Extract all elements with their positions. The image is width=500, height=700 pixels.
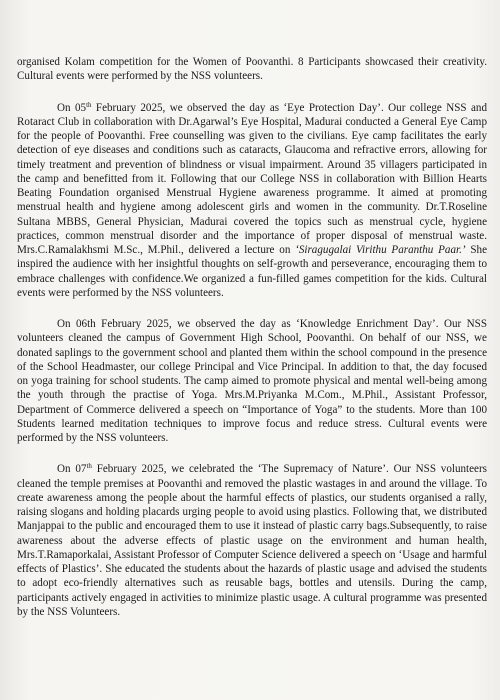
document-body (17, 55, 487, 619)
paragraph-text: February 2025, we observed the day as ‘Eye Protection Day’. Our college NSS and Rotaract Club in collaboration with Dr.Agarwal’s Eye Hospital, Madurai conducted a General Eye Camp for the people of Poovanthi. Free counselling was given to the civilians. Eye camp facilitates the early detection of eye diseases and conditions such as cataracts, Glaucoma and refractive errors, allowing for timely treatment and prevention of blindness or visual impairment. Around 35 villagers participated in the camp and benefitted from it. Following that our College NSS in collaboration with Billion Hearts Beating Foundation organised Menstrual Hygiene awareness programme. It aimed at promoting menstrual health and hygiene among adolescent girls and women in the community. Dr.T.Roseline Sultana MBBS, General Physician, Madurai covered the topics such as menstrual cycle, hygiene practices, common menstrual disorder and the importance of proper disposal of menstrual waste. Mrs.C.Ramalakhsmi M.Sc., M.Phil., delivered a lecture on (17, 101, 487, 256)
paragraph-kolam-competition (17, 55, 487, 84)
paragraph-text-after: She inspired the audience with her insightful thoughts on self-growth and perseverance, encouraging them to embrace challenges with confidence.We organized a fun-filled games competition for the kids. Cultural events were performed by the NSS volunteers. (17, 244, 487, 299)
paragraph-supremacy-of-nature (17, 462, 487, 619)
paragraph-text: February 2025, we celebrated the ‘The Supremacy of Nature’. Our NSS volunteers cleaned the temple premises at Poovanthi and removed the plastic wastages in and around the village. To create awareness among the people about the harmful effects of plastics, our students organised a rally, raising slogans and holding placards urging people to avoid using plastics. Following that, we distributed Manjappai to the public and encouraged them to use it instead of plastic carry bags.Subsequently, to raise awareness about the adverse effects of plastic usage on the environment and human health, Mrs.T.Ramaporkalai, Assistant Professor of Computer Science delivered a speech on ‘Usage and harmful effects of Plastics’. She educated the students about the hazards of plastic usage and advised the students to adopt eco-friendly alternatives such as reusable bags, bottles and utensils. During the camp, participants actively engaged in activities to minimize plastic usage. A cultural programme was presented by the NSS Volunteers. (17, 463, 487, 618)
paragraph-lead: On 05 (57, 101, 87, 114)
paragraph-knowledge-enrichment-day (17, 317, 487, 445)
paragraph-text: On 06th February 2025, we observed the day as ‘Knowledge Enrichment Day’. Our NSS volunteers cleaned the campus of Government High School, Poovanthi. On behalf of our NSS, we donated saplings to the government school and planted them within the school compound in the presence of the School Headmaster, our college Principal and Vice Principal. In addition to that, the day focused on yoga training for school students. The camp aimed to promote physical and mental well-being among the youth through the practise of Yoga. Mrs.M.Priyanka M.Com., M.Phil., Assistant Professor, Department of Commerce delivered a speech on “Importance of Yoga” to the students. More than 100 Students learned meditation techniques to improve focus and reduce stress. Cultural events were performed by the NSS volunteers. (17, 318, 487, 444)
paragraph-text: organised Kolam competition for the Women of Poovanthi. 8 Participants showcased their creativity. Cultural events were performed by the NSS volunteers. (17, 56, 487, 83)
lecture-title: ‘Siragugalai Virithu Paranthu Paar.’ (295, 244, 466, 256)
ordinal-suffix: th (86, 100, 92, 109)
paragraph-eye-protection-day (17, 101, 487, 301)
ordinal-suffix: th (86, 462, 92, 471)
paragraph-lead: On 07 (57, 463, 87, 476)
